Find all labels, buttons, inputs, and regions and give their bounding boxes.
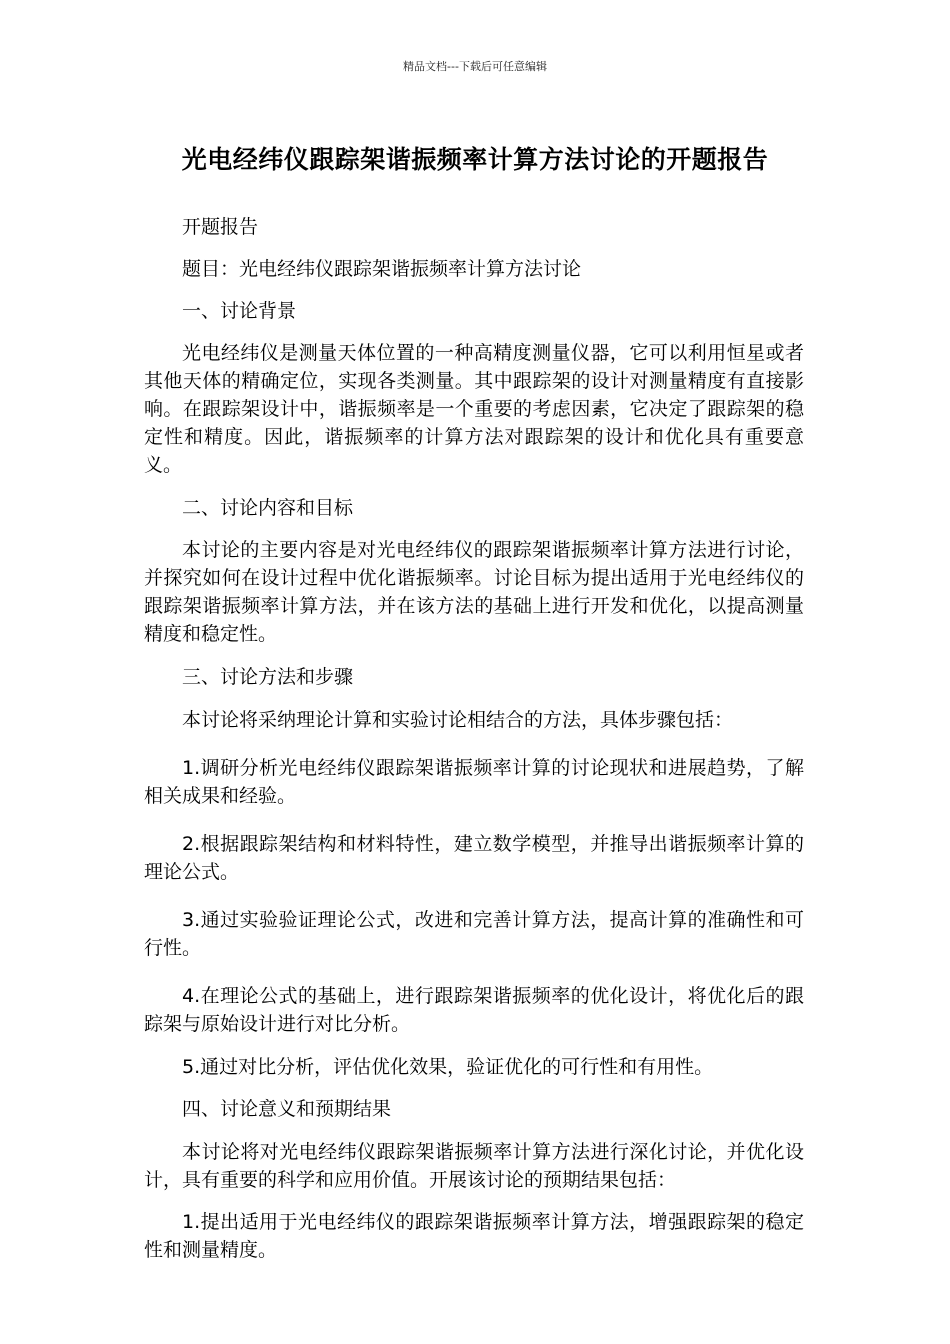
report-label: 开题报告 [182, 216, 259, 238]
section-paragraph-methods-intro: 本讨论将采纳理论计算和实验讨论相结合的方法，具体步骤包括： [182, 709, 734, 731]
section-paragraph-content-goals: 本讨论的主要内容是对光电经纬仪的跟踪架谐振频率计算方法进行讨论，并探究如何在设计过程中优化谐振频率。讨论目标为提出适用于光电经纬仪的跟踪架谐振频率计算方法，并在该方法的基础上进行开发和优化，以提高测量精度和稳定性。 [144, 539, 804, 645]
step-item: 3.通过实验验证理论公式，改进和完善计算方法，提高计算的准确性和可行性。 [144, 909, 804, 959]
section-paragraph-significance-intro: 本讨论将对光电经纬仪跟踪架谐振频率计算方法进行深化讨论，并优化设计，具有重要的科学和应用价值。开展该讨论的预期结果包括： [144, 1141, 804, 1191]
step-item: 2.根据跟踪架结构和材料特性，建立数学模型，并推导出谐振频率计算的理论公式。 [144, 833, 804, 883]
report-topic: 题目：光电经纬仪跟踪架谐振频率计算方法讨论 [182, 258, 582, 280]
page-header: 精品文档---下载后可任意编辑 [403, 60, 547, 73]
section-heading-methods: 三、讨论方法和步骤 [182, 666, 354, 688]
result-item: 1.提出适用于光电经纬仪的跟踪架谐振频率计算方法，增强跟踪架的稳定性和测量精度。 [144, 1211, 804, 1261]
section-heading-background: 一、讨论背景 [182, 300, 297, 322]
section-paragraph-background: 光电经纬仪是测量天体位置的一种高精度测量仪器，它可以利用恒星或者其他天体的精确定位，实现各类测量。其中跟踪架的设计对测量精度有直接影响。在跟踪架设计中，谐振频率是一个重要的考虑因素，它决定了跟踪架的稳定性和精度。因此，谐振频率的计算方法对跟踪架的设计和优化具有重要意义。 [144, 342, 804, 476]
section-heading-significance: 四、讨论意义和预期结果 [182, 1098, 392, 1120]
section-heading-content-goals: 二、讨论内容和目标 [182, 497, 354, 519]
document-body [144, 213, 804, 1264]
step-item: 5.通过对比分析，评估优化效果，验证优化的可行性和有用性。 [182, 1056, 714, 1078]
step-item: 4.在理论公式的基础上，进行跟踪架谐振频率的优化设计，将优化后的跟踪架与原始设计进行对比分析。 [144, 985, 804, 1035]
document-title: 光电经纬仪跟踪架谐振频率计算方法讨论的开题报告 [181, 145, 769, 174]
step-item: 1.调研分析光电经纬仪跟踪架谐振频率计算的讨论现状和进展趋势，了解相关成果和经验。 [144, 757, 804, 807]
